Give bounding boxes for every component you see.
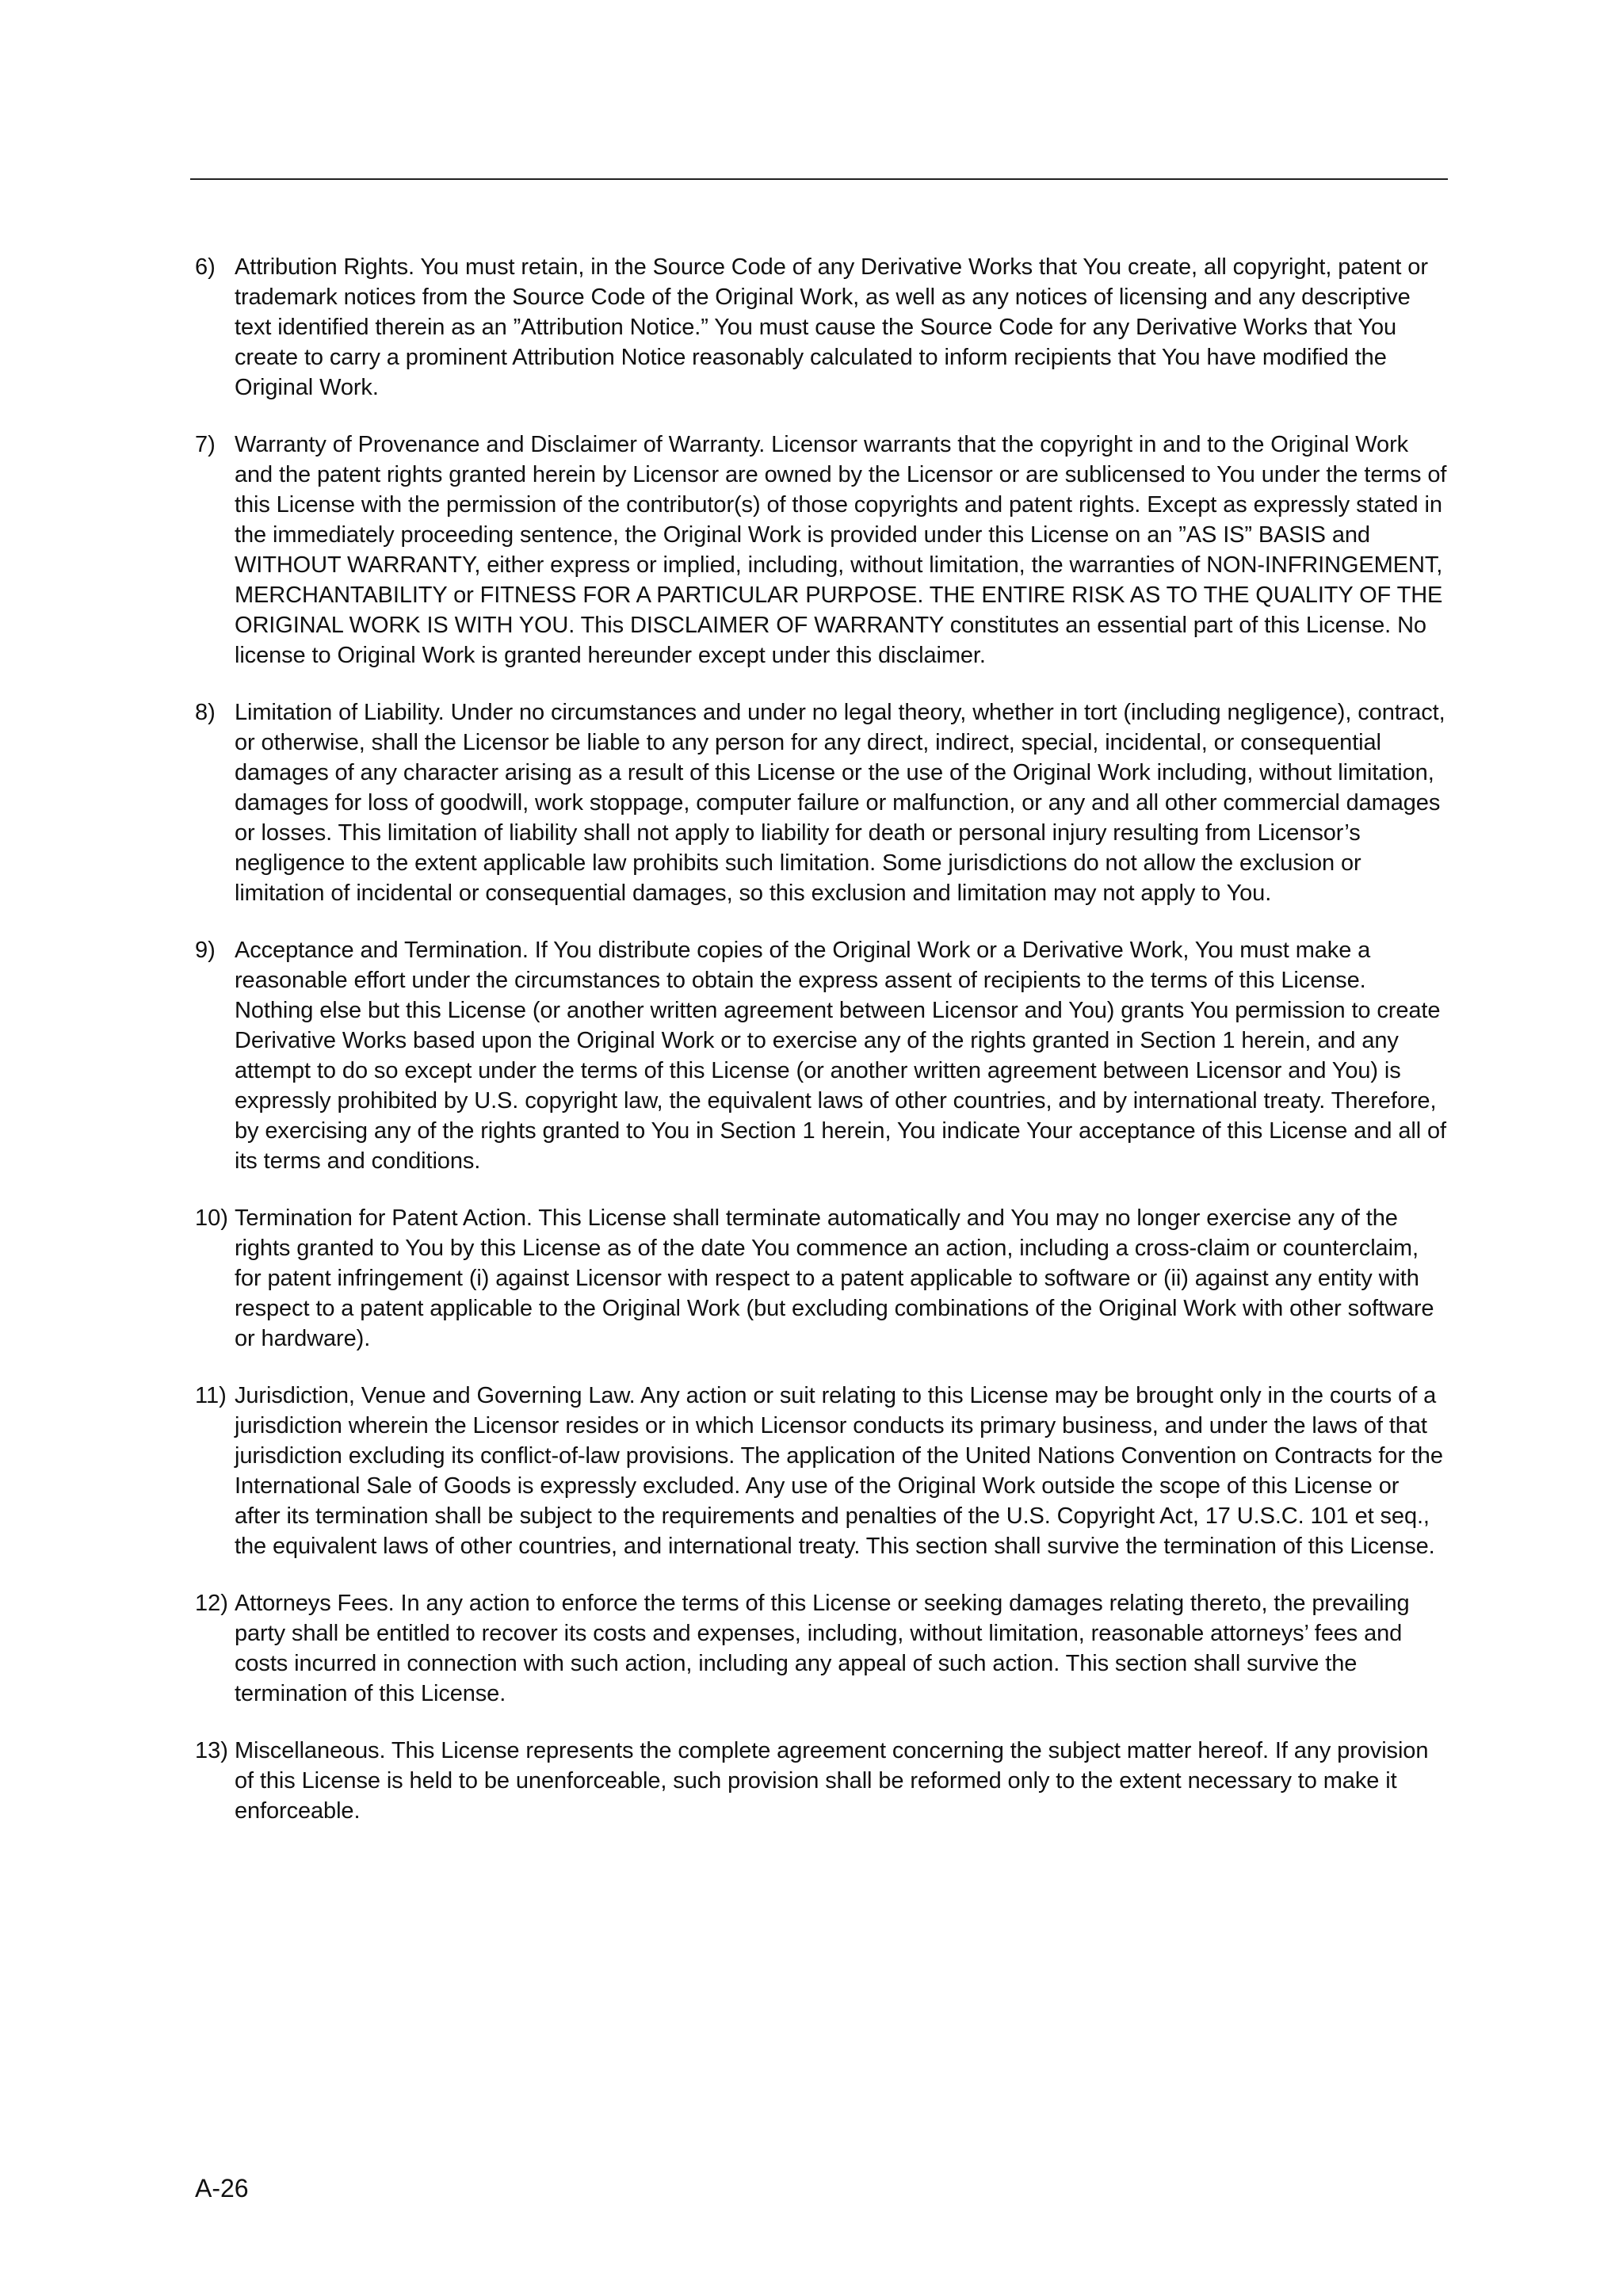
clause-13 <box>195 1736 1447 1826</box>
page-number: A-26 <box>195 2174 249 2202</box>
clause-number: 8) <box>195 700 216 725</box>
clause-text: Jurisdiction, Venue and Governing Law. Any action or suit relating to this License may be brought only in the courts of a jurisdiction wherein the Licensor resides or in which Licensor conducts its primary business, and under the laws of that jurisdiction excluding its conflict-of-law provisions. The application of the United Nations Convention on Contracts for the International Sale of Goods is expressly excluded. Any use of the Original Work outside the scope of this License or after its termination shall be subject to the requirements and penalties of the U.S. Copyright Act, 17 U.S.C. 101 et seq., the equivalent laws of other countries, and international treaty. This section shall survive the termination of this License. <box>235 1383 1443 1559</box>
clause-9 <box>195 935 1447 1176</box>
clause-text: Miscellaneous. This License represents the complete agreement concerning the subject matter hereof. If any provision of this License is held to be unenforceable, such provision shall be reformed only to the extent necessary to make it enforceable. <box>235 1738 1429 1824</box>
clause-number: 13) <box>195 1738 228 1763</box>
clause-text: Attribution Rights. You must retain, in the Source Code of any Derivative Works that You create, all copyright, patent or trademark notices from the Source Code of the Original Work, as well as any notices of licensing and any descriptive text identified therein as an ”Attribution Notice.” You must cause the Source Code for any Derivative Works that You create to carry a prominent Attribution Notice reasonably calculated to inform recipients that You have modified the Original Work. <box>235 254 1428 400</box>
clause-8 <box>195 697 1447 908</box>
clause-7 <box>195 430 1447 670</box>
clause-number: 10) <box>195 1205 228 1231</box>
clause-number: 11) <box>195 1383 227 1408</box>
clause-number: 9) <box>195 938 216 963</box>
clause-text: Warranty of Provenance and Disclaimer of Warranty. Licensor warrants that the copyright in and to the Original Work and the patent rights granted herein by Licensor are owned by the Licensor or are sublicensed to You under the terms of this License with the permission of the contributor(s) of those copyrights and patent rights. Except as expressly stated in the immediately proceeding sentence, the Original Work is provided under this License on an ”AS IS” BASIS and WITHOUT WARRANTY, either express or implied, including, without limitation, the warranties of NON-INFRINGEMENT, MERCHANTABILITY or FITNESS FOR A PARTICULAR PURPOSE. THE ENTIRE RISK AS TO THE QUALITY OF THE ORIGINAL WORK IS WITH YOU. This DISCLAIMER OF WARRANTY constitutes an essential part of this License. No license to Original Work is granted hereunder except under this disclaimer. <box>235 432 1447 668</box>
license-clauses <box>195 252 1447 1853</box>
clause-number: 7) <box>195 432 216 457</box>
clause-6 <box>195 252 1447 403</box>
clause-text: Acceptance and Termination. If You distribute copies of the Original Work or a Derivative Work, You must make a reasonable effort under the circumstances to obtain the express assent of recipients to the terms of this License. Nothing else but this License (or another written agreement between Licensor and You) grants You permission to create Derivative Works based upon the Original Work or to exercise any of the rights granted in Section 1 herein, and any attempt to do so except under the terms of this License (or another written agreement between Licensor and You) is expressly prohibited by U.S. copyright law, the equivalent laws of other countries, and by international treaty. Therefore, by exercising any of the rights granted to You in Section 1 herein, You indicate Your acceptance of this License and all of its terms and conditions. <box>235 938 1446 1174</box>
clause-text: Attorneys Fees. In any action to enforce the terms of this License or seeking damages relating thereto, the prevailing party shall be entitled to recover its costs and expenses, including, without limitation, reasonable attorneys’ fees and costs incurred in connection with such action, including any appeal of such action. This section shall survive the termination of this License. <box>235 1591 1410 1706</box>
clause-text: Termination for Patent Action. This License shall terminate automatically and You may no longer exercise any of the rights granted to You by this License as of the date You commence an action, including a cross-claim or counterclaim, for patent infringement (i) against Licensor with respect to a patent applicable to software or (ii) against any entity with respect to a patent applicable to the Original Work (but excluding combinations of the Original Work with other software or hardware). <box>235 1205 1434 1351</box>
clause-text: Limitation of Liability. Under no circumstances and under no legal theory, whether in tort (including negligence), contract, or otherwise, shall the Licensor be liable to any person for any direct, indirect, special, incidental, or consequential damages of any character arising as a result of this License or the use of the Original Work including, without limitation, damages for loss of goodwill, work stoppage, computer failure or malfunction, or any and all other commercial damages or losses. This limitation of liability shall not apply to liability for death or personal injury resulting from Licensor’s negligence to the extent applicable law prohibits such limitation. Some jurisdictions do not allow the exclusion or limitation of incidental or consequential damages, so this exclusion and limitation may not apply to You. <box>235 700 1445 906</box>
clause-12 <box>195 1588 1447 1709</box>
clause-11 <box>195 1381 1447 1561</box>
clause-number: 6) <box>195 254 216 280</box>
clause-10 <box>195 1203 1447 1354</box>
clause-number: 12) <box>195 1591 228 1616</box>
header-rule <box>190 178 1448 180</box>
